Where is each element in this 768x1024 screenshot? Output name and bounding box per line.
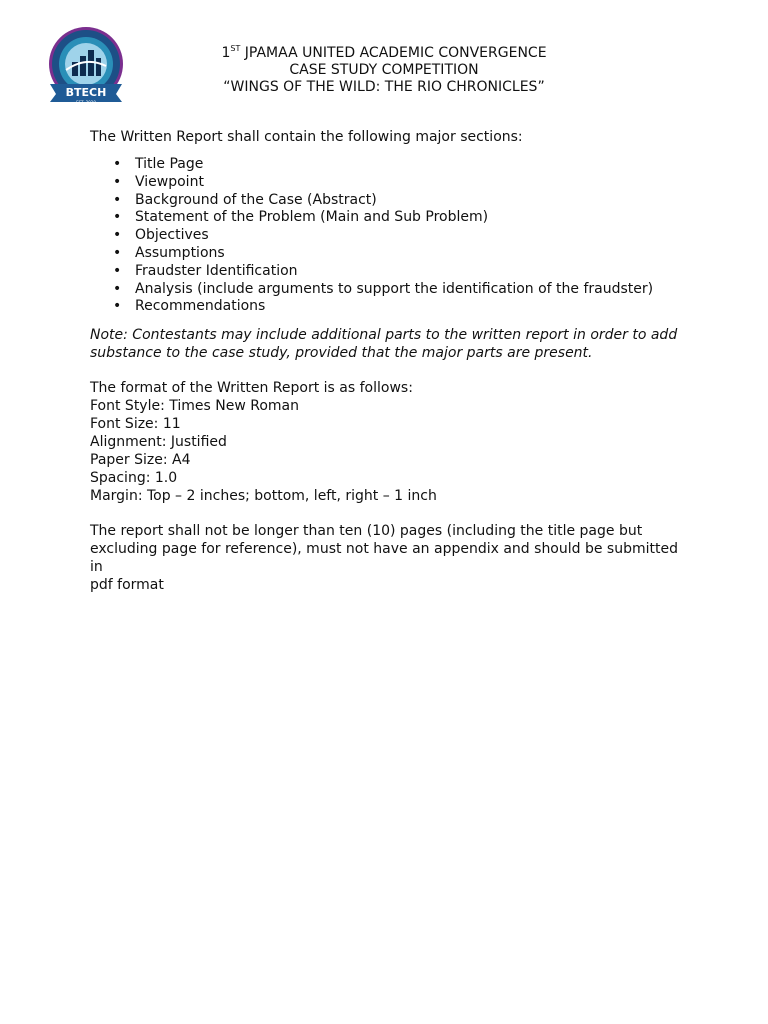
format-font-style: Font Style: Times New Roman — [90, 398, 300, 415]
bullet-icon: • — [113, 298, 122, 315]
format-spacing: Spacing: 1.0 — [90, 469, 178, 486]
list-item — [90, 174, 690, 192]
btech-logo — [44, 26, 128, 106]
bullet-icon: • — [113, 244, 122, 261]
list-item-text: Statement of the Problem (Main and Sub Problem) — [135, 209, 489, 226]
logo-est: EST. 2020 — [76, 100, 96, 105]
list-item — [90, 298, 690, 316]
list-item-text: Analysis (include arguments to support the identification of the fraudster) — [135, 280, 654, 297]
bullet-icon: • — [113, 173, 122, 190]
closing-paragraph — [90, 523, 690, 595]
list-item — [90, 281, 690, 299]
header-line-1-text: JPAMAA UNITED ACADEMIC CONVERGENCE — [240, 45, 547, 61]
closing-line-2: excluding page for reference), must not have an appendix and should be submitted — [90, 541, 678, 558]
list-item-text: Recommendations — [135, 298, 266, 315]
ordinal-number: 1 — [221, 45, 231, 61]
list-item — [90, 227, 690, 245]
format-paper-size: Paper Size: A4 — [90, 451, 191, 468]
bullet-icon: • — [113, 156, 122, 172]
intro-paragraph: The Written Report shall contain the following major sections: — [90, 129, 523, 145]
document-body — [90, 128, 690, 595]
list-item-text: Title Page — [135, 156, 204, 172]
bullet-icon: • — [113, 280, 122, 297]
list-item — [90, 156, 690, 174]
list-item — [90, 245, 690, 263]
list-item-text: Objectives — [135, 227, 209, 244]
format-alignment: Alignment: Justified — [90, 433, 227, 450]
bullet-icon: • — [113, 262, 122, 279]
format-heading: The format of the Written Report is as follows: — [90, 380, 413, 397]
list-item-text: Fraudster Identification — [135, 262, 298, 279]
closing-line-4: pdf format — [90, 577, 164, 594]
format-margin: Margin: Top – 2 inches; bottom, left, right – 1 inch — [90, 487, 437, 504]
logo-text: BTECH — [65, 86, 107, 99]
list-item-text: Viewpoint — [135, 173, 204, 190]
list-item — [90, 192, 690, 210]
closing-line-1: The report shall not be longer than ten (10) pages (including the title page but — [90, 523, 643, 540]
list-item-text: Assumptions — [135, 244, 225, 261]
list-item — [90, 263, 690, 281]
format-specification — [90, 380, 690, 505]
list-item-text: Background of the Case (Abstract) — [135, 191, 377, 208]
ordinal-superscript: ST — [230, 44, 241, 53]
format-font-size: Font Size: 11 — [90, 415, 181, 432]
document-header — [184, 45, 584, 96]
closing-line-3: in — [90, 559, 103, 576]
header-line-1 — [184, 45, 584, 62]
bullet-icon: • — [113, 227, 122, 244]
major-sections-list — [90, 156, 690, 316]
note-paragraph: Note: Contestants may include additional parts to the written report in order to add substance to the case study, provided that the major parts are present. — [90, 327, 678, 362]
list-item — [90, 209, 690, 227]
header-line-2: CASE STUDY COMPETITION — [289, 62, 479, 78]
header-line-3: “WINGS OF THE WILD: THE RIO CHRONICLES” — [223, 79, 545, 95]
bullet-icon: • — [113, 191, 122, 208]
bullet-icon: • — [113, 209, 122, 226]
